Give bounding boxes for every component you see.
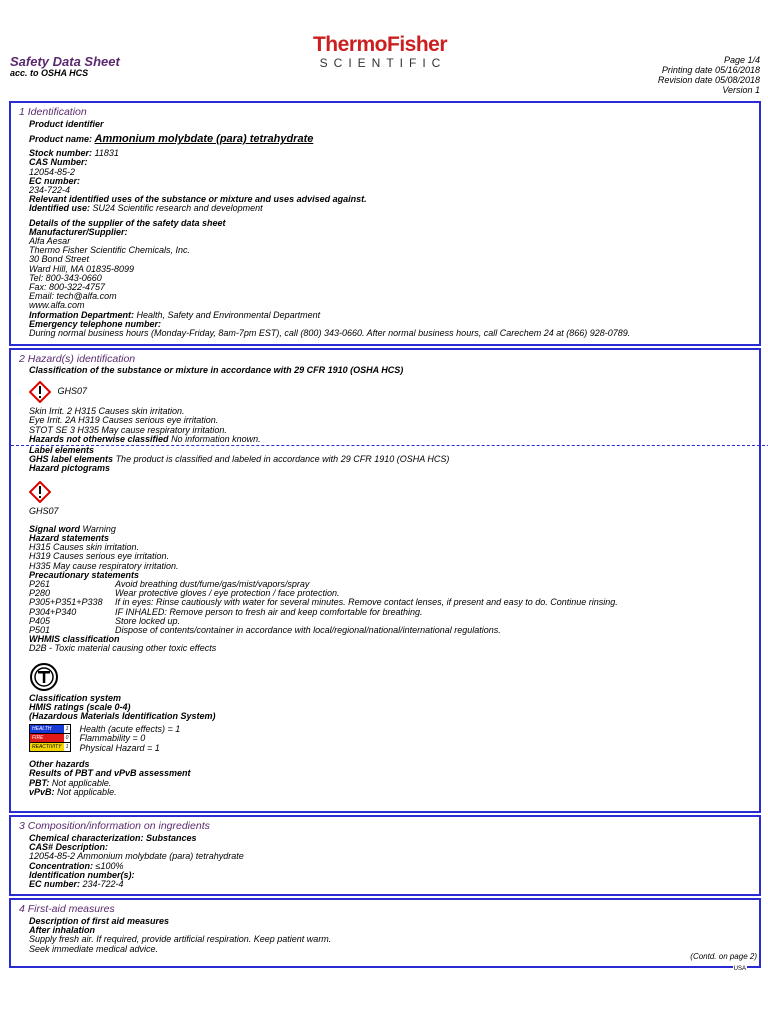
hmis-health: Health (acute effects) = 1 bbox=[79, 724, 181, 735]
website: www.alfa.com bbox=[29, 300, 85, 311]
cas-label: CAS Number: bbox=[29, 157, 88, 168]
first-aid-description: Description of first aid measures bbox=[29, 916, 170, 926]
product-identifier-label: Product identifier bbox=[29, 119, 104, 129]
cas-description-label: CAS# Description: bbox=[29, 842, 109, 853]
hmis-fire-value: 0 bbox=[65, 735, 69, 742]
precaution-code: P305+P351+P338 bbox=[29, 597, 103, 608]
info-dept: Health, Safety and Environmental Department bbox=[136, 309, 321, 320]
first-aid-text: Supply fresh air. If required, provide artificial respiration. Keep patient warm. bbox=[29, 934, 332, 945]
stock-number: 11831 bbox=[94, 148, 119, 159]
hmis-label-graphic bbox=[29, 724, 71, 751]
precaution-text: Store locked up. bbox=[115, 615, 181, 626]
precaution-text: Dispose of contents/container in accordance with local/regional/national/international regulations. bbox=[115, 625, 501, 636]
emergency-label: Emergency telephone number: bbox=[29, 318, 162, 329]
header-meta bbox=[658, 55, 760, 95]
address-line: 30 Bond Street bbox=[29, 254, 90, 265]
pbt-value: Not applicable. bbox=[51, 777, 112, 788]
page-number: Page 1/4 bbox=[723, 55, 760, 65]
cas-description: 12054-85-2 Ammonium molybdate (para) tetrahydrate bbox=[29, 851, 244, 862]
precaution-text: IF INHALED: Remove person to fresh air and keep comfortable for breathing. bbox=[115, 606, 423, 617]
section-heading: 1 Identification bbox=[19, 106, 87, 118]
precaution-code: P261 bbox=[29, 579, 51, 590]
identification-numbers: Identification number(s): bbox=[29, 869, 135, 880]
hmis-reactivity-bar bbox=[29, 742, 71, 752]
precaution-code: P304+P340 bbox=[29, 606, 77, 617]
section-identification bbox=[9, 101, 761, 346]
hazard-class: Eye Irrit. 2A H319 Causes serious eye irritation. bbox=[29, 415, 219, 426]
hmis-full: (Hazardous Materials Identification System) bbox=[29, 711, 216, 722]
hazard-class: Skin Irrit. 2 H315 Causes skin irritation. bbox=[29, 406, 185, 417]
whmis-toxic-icon bbox=[29, 662, 759, 692]
document-subtitle: acc. to OSHA HCS bbox=[10, 68, 89, 78]
ec-label: EC number: bbox=[29, 879, 81, 890]
precaution-code: P405 bbox=[29, 615, 51, 626]
emergency-text: During normal business hours (Monday-Friday, 8am-7pm EST), call (800) 343-0660. After normal business hours, call Carechem 24 at (866) 928-0789. bbox=[29, 328, 631, 339]
product-name: Ammonium molybdate (para) tetrahydrate bbox=[94, 133, 314, 146]
after-inhalation: After inhalation bbox=[29, 925, 96, 936]
hmis-reactivity-tag: REACTIVITY bbox=[32, 744, 62, 751]
hazard-statement: H335 May cause respiratory irritation. bbox=[29, 560, 179, 571]
hazard-statement: H319 Causes serious eye irritation. bbox=[29, 551, 170, 562]
ec-number: 234-722-4 bbox=[29, 185, 71, 196]
cas-number: 12054-85-2 bbox=[29, 166, 76, 177]
pbt-results: Results of PBT and vPvB assessment bbox=[29, 768, 191, 779]
ghs-label-elements: GHS label elements bbox=[29, 454, 114, 465]
use-value: SU24 Scientific research and development bbox=[92, 203, 263, 214]
hmis-health-value: 1 bbox=[65, 726, 69, 733]
relevant-uses: Relevant identified uses of the substance or mixture and uses advised against. bbox=[29, 194, 367, 205]
section-composition bbox=[9, 815, 761, 896]
other-hazards: Other hazards bbox=[29, 759, 90, 770]
country-code: USA bbox=[733, 966, 746, 972]
classification-system: Classification system bbox=[29, 692, 122, 703]
hmis-health-bar bbox=[29, 724, 71, 734]
address-line: Alfa Aesar bbox=[29, 236, 71, 247]
hmis-fire-tag: FIRE bbox=[32, 735, 44, 742]
section-heading: 3 Composition/information on ingredients bbox=[19, 820, 210, 832]
precaution-code: P280 bbox=[29, 588, 51, 599]
continued-note: (Contd. on page 2) bbox=[690, 952, 757, 961]
hazard-statement: H315 Causes skin irritation. bbox=[29, 542, 140, 553]
manufacturer-label: Manufacturer/Supplier: bbox=[29, 226, 128, 237]
signal-word-label: Signal word bbox=[29, 523, 81, 534]
label-elements: Label elements bbox=[29, 445, 95, 456]
ec-label: EC number: bbox=[29, 175, 81, 186]
page-header bbox=[0, 0, 768, 100]
section-hazards bbox=[9, 348, 761, 813]
address-line: Thermo Fisher Scientific Chemicals, Inc. bbox=[29, 245, 191, 256]
telephone: Tel: 800-343-0660 bbox=[29, 272, 102, 283]
company-logo bbox=[300, 34, 460, 70]
use-label: Identified use: bbox=[29, 203, 91, 214]
concentration: ≤100% bbox=[95, 860, 124, 871]
exclamation-pictogram-icon bbox=[29, 481, 51, 503]
ghs-label-text: The product is classified and labeled in accordance with 29 CFR 1910 (OSHA HCS) bbox=[115, 454, 450, 465]
vpvb-value: Not applicable. bbox=[57, 786, 117, 797]
precautionary-label: Precautionary statements bbox=[29, 569, 140, 580]
stock-label: Stock number: bbox=[29, 148, 93, 159]
hmis-health-tag: HEALTH bbox=[32, 726, 52, 733]
version: Version 1 bbox=[722, 85, 760, 95]
hmis-flammability: Flammability = 0 bbox=[79, 733, 146, 744]
precaution-text: If in eyes: Rinse cautiously with water for several minutes. Remove contact lenses, if present and easy to do. Continue rinsing. bbox=[115, 597, 618, 608]
whmis-text: D2B - Toxic material causing other toxic effects bbox=[29, 643, 217, 654]
ghs07-label: GHS07 bbox=[57, 386, 88, 397]
pbt-label: PBT: bbox=[29, 777, 50, 788]
product-name-label: Product name: bbox=[29, 134, 93, 145]
section-heading: 2 Hazard(s) identification bbox=[19, 353, 136, 365]
signal-word: Warning bbox=[82, 523, 116, 534]
first-aid-text: Seek immediate medical advice. bbox=[29, 943, 159, 954]
logo-subtext: SCIENTIFIC bbox=[319, 56, 447, 70]
document-title: Safety Data Sheet bbox=[10, 54, 120, 69]
email: Email: tech@alfa.com bbox=[29, 291, 117, 302]
printing-date: Printing date 05/16/2018 bbox=[661, 65, 760, 75]
supplier-details: Details of the supplier of the safety data sheet bbox=[29, 217, 226, 228]
precaution-code: P501 bbox=[29, 625, 51, 636]
hmis-physical: Physical Hazard = 1 bbox=[79, 742, 160, 753]
ec-number: 234-722-4 bbox=[82, 879, 124, 890]
section-first-aid bbox=[9, 898, 761, 972]
fax: Fax: 800-322-4757 bbox=[29, 282, 106, 293]
precaution-row bbox=[29, 626, 759, 635]
logo-wordmark: ThermoFisher bbox=[312, 33, 448, 56]
hnoc-label: Hazards not otherwise classified bbox=[29, 433, 169, 444]
hnoc-value: No information known. bbox=[171, 433, 261, 444]
hazard-statements-label: Hazard statements bbox=[29, 533, 110, 544]
info-dept-label: Information Department: bbox=[29, 309, 135, 320]
revision-date: Revision date 05/08/2018 bbox=[657, 75, 760, 85]
address-line: Ward Hill, MA 01835-8099 bbox=[29, 263, 135, 274]
ghs07-label: GHS07 bbox=[29, 505, 59, 516]
hmis-ratings: HMIS ratings (scale 0-4) bbox=[29, 701, 131, 712]
precaution-text: Wear protective gloves / eye protection / face protection. bbox=[115, 588, 340, 599]
hazard-pictograms-label: Hazard pictograms bbox=[29, 463, 111, 474]
vpvb-label: vPvB: bbox=[29, 786, 55, 797]
concentration-label: Concentration: bbox=[29, 860, 93, 871]
precaution-text: Avoid breathing dust/fume/gas/mist/vapors/spray bbox=[115, 579, 310, 590]
chemical-characterization: Chemical characterization: Substances bbox=[29, 833, 197, 843]
section-heading: 4 First-aid measures bbox=[19, 903, 115, 915]
hmis-reactivity-value: 1 bbox=[65, 744, 69, 751]
hazard-class: STOT SE 3 H335 May cause respiratory irritation. bbox=[29, 424, 227, 435]
classification-label: Classification of the substance or mixture in accordance with 29 CFR 1910 (OSHA HCS) bbox=[29, 365, 404, 375]
exclamation-pictogram-icon bbox=[29, 381, 51, 403]
whmis-label: WHMIS classification bbox=[29, 634, 120, 645]
